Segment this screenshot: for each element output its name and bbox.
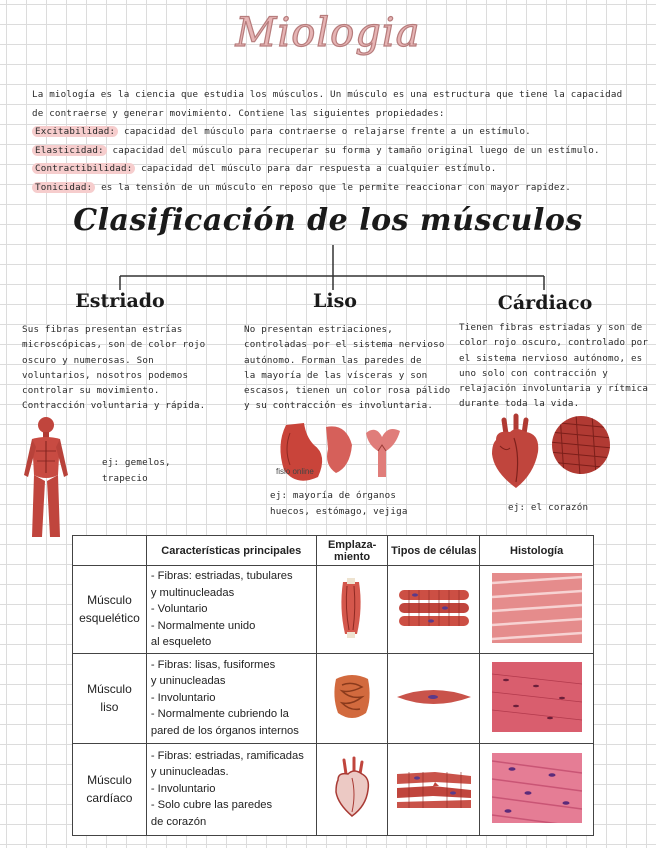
row-name: Músculo liso — [73, 653, 147, 743]
table-header-location: Emplaza-miento — [316, 536, 388, 566]
property-text: capacidad del músculo para contraerse o relajarse frente a un estímulo. — [123, 126, 531, 137]
cardiac-location-image — [316, 743, 388, 835]
muscle-comparison-table — [72, 535, 594, 836]
human-muscle-figure-image — [20, 415, 72, 543]
skeletal-cell-image — [388, 566, 480, 654]
estriado-description: Sus fibras presentan estrías microscópicas, son de color rojo oscuro y numerosas. Son voluntarios, nosotros podemos controlar su movimiento. Contracción voluntaria y rápida. — [22, 324, 206, 412]
table-row-cardiac — [73, 743, 594, 835]
table-header-characteristics: Características principales — [146, 536, 316, 566]
property-term: Excitabilidad: — [32, 126, 118, 137]
property-term: Tonicidad: — [32, 182, 95, 193]
table-row-skeletal — [73, 566, 594, 654]
intro-line: La miología es la ciencia que estudia los músculos. Un músculo es una estructura que tiene la capacidad — [32, 89, 623, 100]
classification-tree-lines — [0, 0, 656, 300]
estriado-example: ej: gemelos, trapecio — [102, 457, 171, 484]
liso-example: ej: mayoría de órganos huecos, estómago, vejiga — [270, 490, 408, 517]
cardiac-cell-image — [388, 743, 480, 835]
skeletal-location-image — [316, 566, 388, 654]
cardiac-tissue-image — [550, 414, 612, 476]
row-name: Músculo esquelético — [73, 566, 147, 654]
smooth-cell-image — [388, 653, 480, 743]
row-name: Músculo cardíaco — [73, 743, 147, 835]
liso-description: No presentan estriaciones, controladas por el sistema nervioso autónomo. Forman las paredes de la mayoría de las vísceras y son escasos, tienen un color rosa pálido y su contracción es involuntaria. — [244, 324, 451, 412]
cardiaco-description: Tienen fibras estriadas y son de color rojo oscuro, controlado por el sistema nervioso autónomo, es uno solo con contracción y relajación involuntaria y rítmica durante toda la vida. — [459, 322, 649, 410]
property-term: Contractibilidad: — [32, 163, 135, 174]
smooth-histology-image — [480, 653, 594, 743]
classification-heading: Clasificación de los músculos — [73, 203, 583, 238]
property-term: Elasticidad: — [32, 145, 107, 156]
smooth-location-image — [316, 653, 388, 743]
table-header-histology: Histología — [480, 536, 594, 566]
skeletal-histology-image — [480, 566, 594, 654]
property-text: capacidad del músculo para dar respuesta a cualquier estímulo. — [141, 163, 497, 174]
intro-line: de contraerse y generar movimiento. Contiene las siguientes propiedades: — [32, 107, 445, 119]
category-estriado: Estriado — [75, 290, 165, 312]
table-row-smooth — [73, 653, 594, 743]
row-characteristics: - Fibras: lisas, fusiformes y uninucleadas - Involuntario - Normalmente cubriendo la pared de los órganos internos — [146, 653, 316, 743]
image-watermark-caption: fisio online — [276, 467, 314, 476]
smooth-muscle-organs-image — [266, 415, 416, 490]
heart-image — [486, 412, 546, 492]
table-header-cell-types: Tipos de células — [388, 536, 480, 566]
row-characteristics: - Fibras: estriadas, ramificadas y uninucleadas. - Involuntario - Solo cubre las paredes de corazón — [146, 743, 316, 835]
category-cardiaco: Cárdiaco — [497, 292, 593, 314]
category-liso: Liso — [313, 290, 357, 312]
property-text: capacidad del músculo para recuperar su forma y tamaño original luego de un estímulo. — [112, 144, 600, 156]
table-header-row — [73, 536, 594, 566]
row-characteristics: - Fibras: estriadas, tubulares y multinucleadas - Voluntario - Normalmente unido al esqueleto — [146, 566, 316, 654]
cardiac-histology-image — [480, 743, 594, 835]
property-text: es la tensión de un músculo en reposo que le permite reaccionar con mayor rapidez. — [101, 181, 572, 193]
table-header-empty — [73, 536, 147, 566]
page-title: Miologia — [235, 10, 421, 56]
cardiaco-example: ej: el corazón — [508, 502, 589, 513]
